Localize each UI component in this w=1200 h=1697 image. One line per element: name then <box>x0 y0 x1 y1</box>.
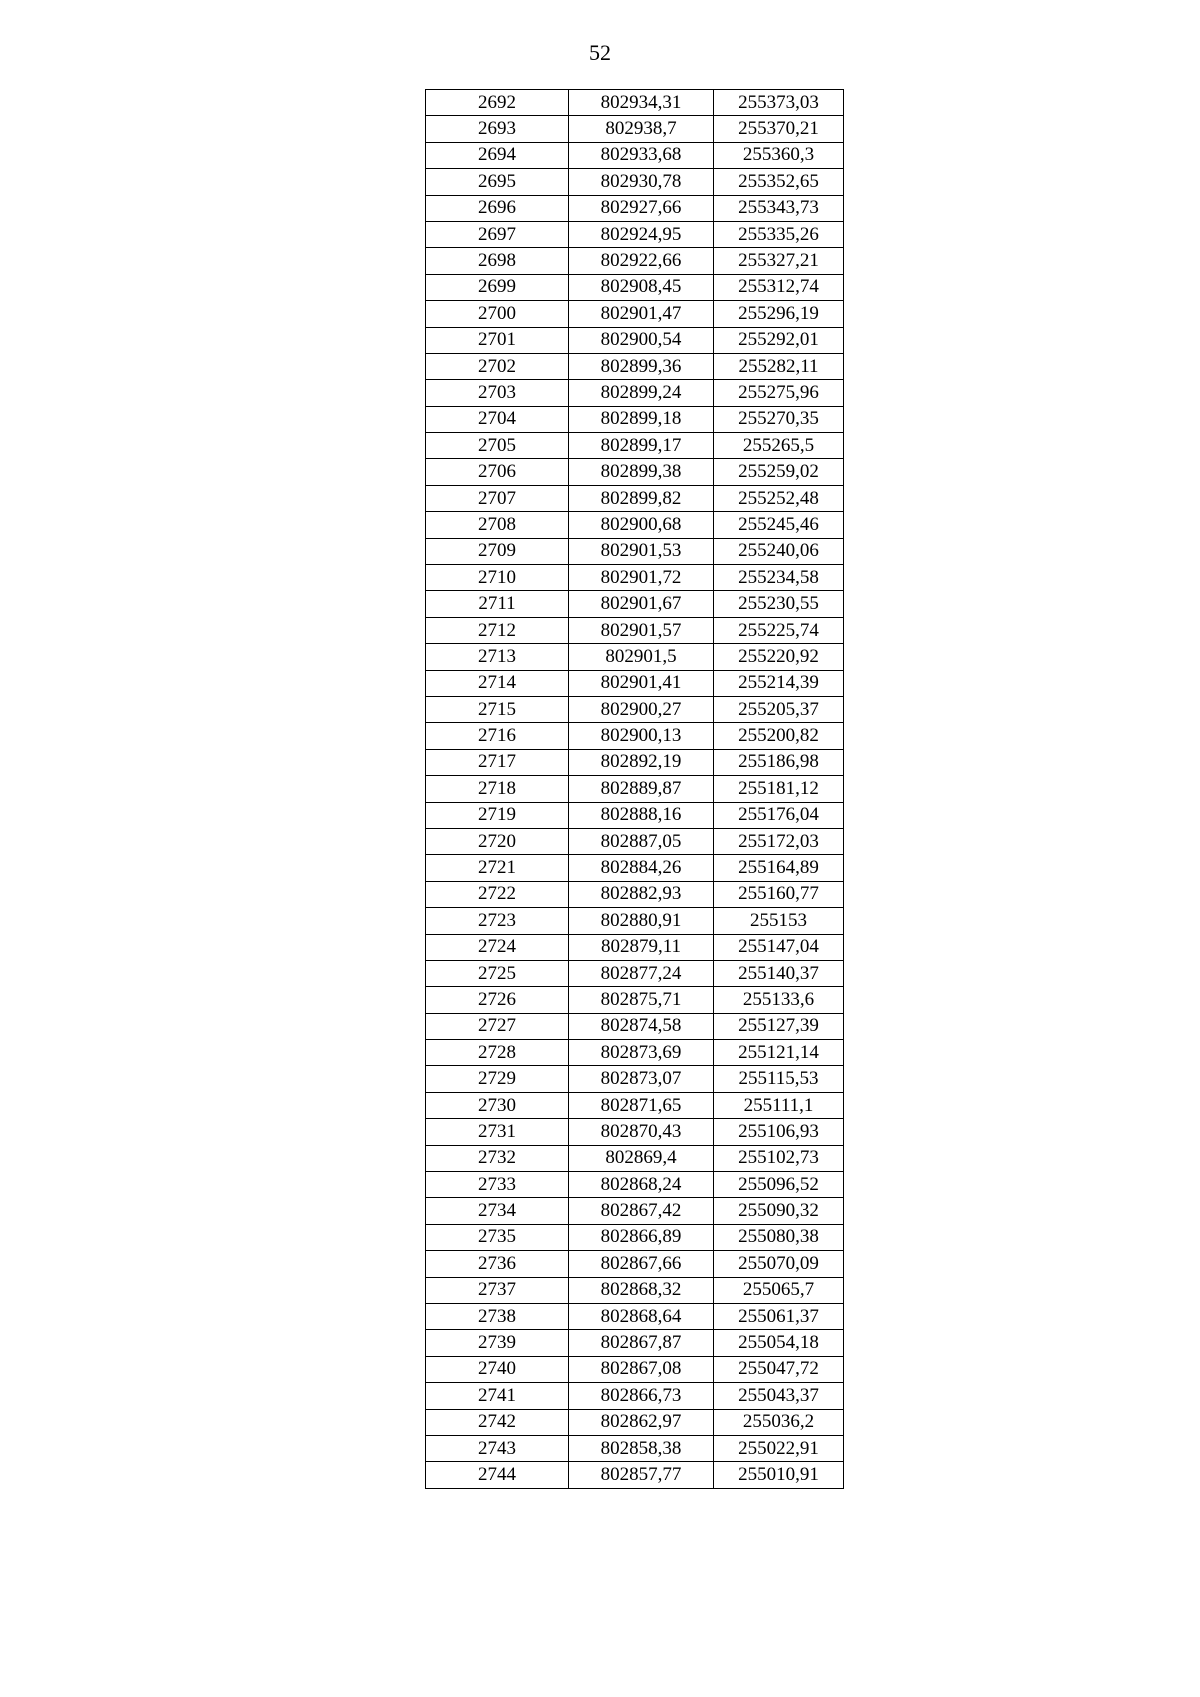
x-coordinate-cell: 802873,07 <box>569 1066 714 1092</box>
y-coordinate-cell: 255176,04 <box>714 802 844 828</box>
table-row <box>426 1172 844 1198</box>
x-coordinate-cell: 802924,95 <box>569 221 714 247</box>
x-coordinate-cell: 802901,5 <box>569 644 714 670</box>
point-number-cell: 2699 <box>426 274 569 300</box>
table-row <box>426 881 844 907</box>
x-coordinate-cell: 802868,24 <box>569 1172 714 1198</box>
y-coordinate-cell: 255164,89 <box>714 855 844 881</box>
x-coordinate-cell: 802867,08 <box>569 1356 714 1382</box>
y-coordinate-cell: 255160,77 <box>714 881 844 907</box>
point-number-cell: 2710 <box>426 565 569 591</box>
point-number-cell: 2734 <box>426 1198 569 1224</box>
table-row <box>426 116 844 142</box>
y-coordinate-cell: 255360,3 <box>714 142 844 168</box>
table-row <box>426 221 844 247</box>
table-row <box>426 142 844 168</box>
point-number-cell: 2692 <box>426 90 569 116</box>
y-coordinate-cell: 255234,58 <box>714 565 844 591</box>
x-coordinate-cell: 802908,45 <box>569 274 714 300</box>
x-coordinate-cell: 802899,82 <box>569 485 714 511</box>
x-coordinate-cell: 802900,68 <box>569 512 714 538</box>
y-coordinate-cell: 255070,09 <box>714 1251 844 1277</box>
y-coordinate-cell: 255259,02 <box>714 459 844 485</box>
point-number-cell: 2722 <box>426 881 569 907</box>
table-row <box>426 696 844 722</box>
point-number-cell: 2706 <box>426 459 569 485</box>
table-row <box>426 195 844 221</box>
y-coordinate-cell: 255127,39 <box>714 1013 844 1039</box>
table-row <box>426 1224 844 1250</box>
y-coordinate-cell: 255275,96 <box>714 380 844 406</box>
point-number-cell: 2714 <box>426 670 569 696</box>
x-coordinate-cell: 802875,71 <box>569 987 714 1013</box>
y-coordinate-cell: 255140,37 <box>714 960 844 986</box>
point-number-cell: 2712 <box>426 617 569 643</box>
x-coordinate-cell: 802899,17 <box>569 433 714 459</box>
y-coordinate-cell: 255106,93 <box>714 1119 844 1145</box>
y-coordinate-cell: 255186,98 <box>714 749 844 775</box>
x-coordinate-cell: 802873,69 <box>569 1040 714 1066</box>
page-number: 52 <box>589 40 611 65</box>
x-coordinate-cell: 802901,67 <box>569 591 714 617</box>
point-number-cell: 2693 <box>426 116 569 142</box>
point-number-cell: 2704 <box>426 406 569 432</box>
x-coordinate-cell: 802884,26 <box>569 855 714 881</box>
x-coordinate-cell: 802927,66 <box>569 195 714 221</box>
point-number-cell: 2697 <box>426 221 569 247</box>
point-number-cell: 2741 <box>426 1383 569 1409</box>
x-coordinate-cell: 802899,18 <box>569 406 714 432</box>
point-number-cell: 2707 <box>426 485 569 511</box>
table-row <box>426 538 844 564</box>
point-number-cell: 2740 <box>426 1356 569 1382</box>
y-coordinate-cell: 255054,18 <box>714 1330 844 1356</box>
table-row <box>426 1409 844 1435</box>
y-coordinate-cell: 255205,37 <box>714 696 844 722</box>
point-number-cell: 2732 <box>426 1145 569 1171</box>
point-number-cell: 2701 <box>426 327 569 353</box>
coordinates-table <box>425 89 844 1489</box>
y-coordinate-cell: 255133,6 <box>714 987 844 1013</box>
x-coordinate-cell: 802858,38 <box>569 1435 714 1461</box>
point-number-cell: 2738 <box>426 1303 569 1329</box>
table-row <box>426 1040 844 1066</box>
table-row <box>426 644 844 670</box>
table-row <box>426 802 844 828</box>
point-number-cell: 2742 <box>426 1409 569 1435</box>
table-row <box>426 169 844 195</box>
table-row <box>426 459 844 485</box>
x-coordinate-cell: 802901,72 <box>569 565 714 591</box>
point-number-cell: 2711 <box>426 591 569 617</box>
point-number-cell: 2731 <box>426 1119 569 1145</box>
table-row <box>426 934 844 960</box>
point-number-cell: 2733 <box>426 1172 569 1198</box>
point-number-cell: 2694 <box>426 142 569 168</box>
x-coordinate-cell: 802938,7 <box>569 116 714 142</box>
y-coordinate-cell: 255111,1 <box>714 1092 844 1118</box>
table-row <box>426 1383 844 1409</box>
y-coordinate-cell: 255220,92 <box>714 644 844 670</box>
point-number-cell: 2705 <box>426 433 569 459</box>
y-coordinate-cell: 255043,37 <box>714 1383 844 1409</box>
y-coordinate-cell: 255065,7 <box>714 1277 844 1303</box>
x-coordinate-cell: 802867,87 <box>569 1330 714 1356</box>
point-number-cell: 2716 <box>426 723 569 749</box>
x-coordinate-cell: 802899,38 <box>569 459 714 485</box>
y-coordinate-cell: 255047,72 <box>714 1356 844 1382</box>
y-coordinate-cell: 255102,73 <box>714 1145 844 1171</box>
point-number-cell: 2725 <box>426 960 569 986</box>
y-coordinate-cell: 255373,03 <box>714 90 844 116</box>
table-row <box>426 565 844 591</box>
y-coordinate-cell: 255265,5 <box>714 433 844 459</box>
table-row <box>426 987 844 1013</box>
y-coordinate-cell: 255296,19 <box>714 301 844 327</box>
table-row <box>426 406 844 432</box>
y-coordinate-cell: 255022,91 <box>714 1435 844 1461</box>
table-row <box>426 1277 844 1303</box>
table-row <box>426 301 844 327</box>
x-coordinate-cell: 802888,16 <box>569 802 714 828</box>
y-coordinate-cell: 255270,35 <box>714 406 844 432</box>
y-coordinate-cell: 255115,53 <box>714 1066 844 1092</box>
point-number-cell: 2723 <box>426 908 569 934</box>
table-row <box>426 828 844 854</box>
point-number-cell: 2708 <box>426 512 569 538</box>
x-coordinate-cell: 802900,54 <box>569 327 714 353</box>
x-coordinate-cell: 802866,89 <box>569 1224 714 1250</box>
x-coordinate-cell: 802870,43 <box>569 1119 714 1145</box>
point-number-cell: 2729 <box>426 1066 569 1092</box>
x-coordinate-cell: 802880,91 <box>569 908 714 934</box>
y-coordinate-cell: 255282,11 <box>714 353 844 379</box>
table-row <box>426 353 844 379</box>
point-number-cell: 2702 <box>426 353 569 379</box>
table-row <box>426 90 844 116</box>
y-coordinate-cell: 255200,82 <box>714 723 844 749</box>
y-coordinate-cell: 255240,06 <box>714 538 844 564</box>
table-row <box>426 670 844 696</box>
point-number-cell: 2695 <box>426 169 569 195</box>
point-number-cell: 2719 <box>426 802 569 828</box>
table-row <box>426 776 844 802</box>
x-coordinate-cell: 802879,11 <box>569 934 714 960</box>
y-coordinate-cell: 255061,37 <box>714 1303 844 1329</box>
y-coordinate-cell: 255230,55 <box>714 591 844 617</box>
y-coordinate-cell: 255352,65 <box>714 169 844 195</box>
y-coordinate-cell: 255214,39 <box>714 670 844 696</box>
point-number-cell: 2724 <box>426 934 569 960</box>
point-number-cell: 2736 <box>426 1251 569 1277</box>
y-coordinate-cell: 255335,26 <box>714 221 844 247</box>
x-coordinate-cell: 802887,05 <box>569 828 714 854</box>
x-coordinate-cell: 802901,53 <box>569 538 714 564</box>
x-coordinate-cell: 802889,87 <box>569 776 714 802</box>
point-number-cell: 2737 <box>426 1277 569 1303</box>
y-coordinate-cell: 255153 <box>714 908 844 934</box>
table-row <box>426 512 844 538</box>
x-coordinate-cell: 802933,68 <box>569 142 714 168</box>
y-coordinate-cell: 255327,21 <box>714 248 844 274</box>
point-number-cell: 2730 <box>426 1092 569 1118</box>
point-number-cell: 2700 <box>426 301 569 327</box>
x-coordinate-cell: 802901,47 <box>569 301 714 327</box>
point-number-cell: 2726 <box>426 987 569 1013</box>
table-row <box>426 1145 844 1171</box>
table-row <box>426 1066 844 1092</box>
y-coordinate-cell: 255036,2 <box>714 1409 844 1435</box>
coordinates-table-body <box>426 90 844 1489</box>
y-coordinate-cell: 255010,91 <box>714 1462 844 1488</box>
table-row <box>426 617 844 643</box>
table-row <box>426 433 844 459</box>
x-coordinate-cell: 802869,4 <box>569 1145 714 1171</box>
point-number-cell: 2709 <box>426 538 569 564</box>
x-coordinate-cell: 802857,77 <box>569 1462 714 1488</box>
y-coordinate-cell: 255245,46 <box>714 512 844 538</box>
table-row <box>426 1462 844 1488</box>
y-coordinate-cell: 255090,32 <box>714 1198 844 1224</box>
x-coordinate-cell: 802901,57 <box>569 617 714 643</box>
point-number-cell: 2721 <box>426 855 569 881</box>
x-coordinate-cell: 802930,78 <box>569 169 714 195</box>
x-coordinate-cell: 802874,58 <box>569 1013 714 1039</box>
x-coordinate-cell: 802892,19 <box>569 749 714 775</box>
point-number-cell: 2698 <box>426 248 569 274</box>
y-coordinate-cell: 255096,52 <box>714 1172 844 1198</box>
table-row <box>426 274 844 300</box>
x-coordinate-cell: 802868,32 <box>569 1277 714 1303</box>
x-coordinate-cell: 802862,97 <box>569 1409 714 1435</box>
table-row <box>426 1303 844 1329</box>
point-number-cell: 2735 <box>426 1224 569 1250</box>
point-number-cell: 2728 <box>426 1040 569 1066</box>
table-row <box>426 1356 844 1382</box>
x-coordinate-cell: 802871,65 <box>569 1092 714 1118</box>
x-coordinate-cell: 802899,24 <box>569 380 714 406</box>
x-coordinate-cell: 802934,31 <box>569 90 714 116</box>
table-row <box>426 1330 844 1356</box>
x-coordinate-cell: 802866,73 <box>569 1383 714 1409</box>
x-coordinate-cell: 802868,64 <box>569 1303 714 1329</box>
table-row <box>426 1119 844 1145</box>
y-coordinate-cell: 255172,03 <box>714 828 844 854</box>
y-coordinate-cell: 255181,12 <box>714 776 844 802</box>
point-number-cell: 2743 <box>426 1435 569 1461</box>
point-number-cell: 2715 <box>426 696 569 722</box>
point-number-cell: 2727 <box>426 1013 569 1039</box>
y-coordinate-cell: 255292,01 <box>714 327 844 353</box>
x-coordinate-cell: 802901,41 <box>569 670 714 696</box>
table-row <box>426 1435 844 1461</box>
table-row <box>426 1013 844 1039</box>
point-number-cell: 2696 <box>426 195 569 221</box>
point-number-cell: 2720 <box>426 828 569 854</box>
table-row <box>426 248 844 274</box>
y-coordinate-cell: 255080,38 <box>714 1224 844 1250</box>
y-coordinate-cell: 255370,21 <box>714 116 844 142</box>
table-row <box>426 960 844 986</box>
table-row <box>426 855 844 881</box>
table-row <box>426 591 844 617</box>
table-row <box>426 1251 844 1277</box>
y-coordinate-cell: 255147,04 <box>714 934 844 960</box>
x-coordinate-cell: 802899,36 <box>569 353 714 379</box>
x-coordinate-cell: 802922,66 <box>569 248 714 274</box>
x-coordinate-cell: 802867,66 <box>569 1251 714 1277</box>
y-coordinate-cell: 255312,74 <box>714 274 844 300</box>
x-coordinate-cell: 802882,93 <box>569 881 714 907</box>
point-number-cell: 2718 <box>426 776 569 802</box>
point-number-cell: 2717 <box>426 749 569 775</box>
point-number-cell: 2739 <box>426 1330 569 1356</box>
x-coordinate-cell: 802867,42 <box>569 1198 714 1224</box>
table-row <box>426 749 844 775</box>
x-coordinate-cell: 802900,13 <box>569 723 714 749</box>
point-number-cell: 2713 <box>426 644 569 670</box>
table-row <box>426 1198 844 1224</box>
x-coordinate-cell: 802900,27 <box>569 696 714 722</box>
point-number-cell: 2744 <box>426 1462 569 1488</box>
y-coordinate-cell: 255343,73 <box>714 195 844 221</box>
x-coordinate-cell: 802877,24 <box>569 960 714 986</box>
table-row <box>426 723 844 749</box>
point-number-cell: 2703 <box>426 380 569 406</box>
table-row <box>426 327 844 353</box>
table-row <box>426 485 844 511</box>
y-coordinate-cell: 255252,48 <box>714 485 844 511</box>
table-row <box>426 1092 844 1118</box>
table-row <box>426 908 844 934</box>
y-coordinate-cell: 255121,14 <box>714 1040 844 1066</box>
y-coordinate-cell: 255225,74 <box>714 617 844 643</box>
table-row <box>426 380 844 406</box>
